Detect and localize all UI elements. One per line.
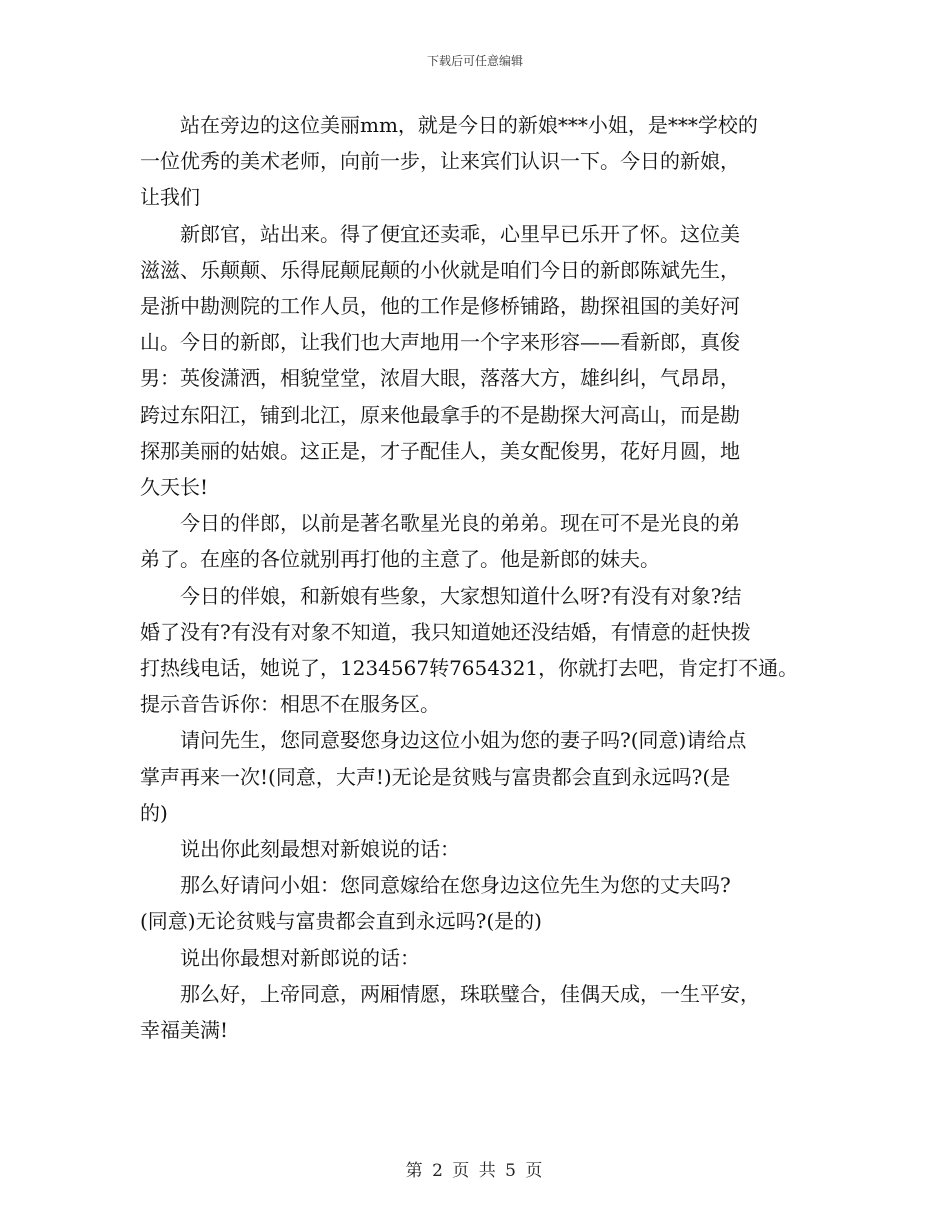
text-line: 男：英俊潇洒，相貌堂堂，浓眉大眼，落落大方，雄纠纠，气昂昂， [140,366,740,391]
text-line: 打热线电话，她说了，1234567转7654321，你就打去吧，肯定打不通。 [140,656,799,681]
paragraph-groom-vow [140,722,810,831]
text-line: 说出你此刻最想对新娘说的话： [180,837,460,862]
text-line: 久天长! [140,475,209,500]
text-line: 婚了没有?有没有对象不知道，我只知道她还没结婚，有情意的赶快拨 [140,619,751,644]
page-header: 下载后可任意编辑 [426,54,523,68]
text-line: 滋滋、乐颠颠、乐得屁颠屁颠的小伙就是咱们今日的新郎陈斌先生， [140,257,740,282]
text-line: 请问先生，您同意娶您身边这位小姐为您的妻子吗?(同意)请给点 [180,728,747,753]
text-line: (同意)无论贫贱与富贵都会直到永远吗?(是的) [140,909,542,934]
paragraph-groom-intro [140,216,810,506]
text-line: 新郎官，站出来。得了便宜还卖乖，心里早已乐开了怀。这位美 [180,221,740,246]
text-line: 今日的伴娘，和新娘有些象，大家想知道什么呀?有没有对象?结 [180,583,742,608]
paragraph-blessing [140,976,810,1048]
page-number: 第 2 页 共 5 页 [405,1161,545,1181]
text-line: 提示音告诉你：相思不在服务区。 [140,692,440,717]
text-line: 那么好请问小姐：您同意嫁给在您身边这位先生为您的丈夫吗? [180,873,731,898]
text-line: 跨过东阳江，铺到北江，原来他最拿手的不是勘探大河高山，而是勘 [140,402,740,427]
paragraph-words-to-bride [140,831,810,867]
text-line: 弟了。在座的各位就别再打他的主意了。他是新郎的妹夫。 [140,547,660,572]
text-line: 山。今日的新郎，让我们也大声地用一个字来形容——看新郎，真俊 [140,330,740,355]
text-line: 说出你最想对新郎说的话： [180,945,420,970]
text-line: 一位优秀的美术老师，向前一步，让来宾们认识一下。今日的新娘， [140,149,740,174]
text-line: 掌声再来一次!(同意，大声!)无论是贫贱与富贵都会直到永远吗?(是 [140,764,731,789]
paragraph-bridesmaid [140,578,810,723]
text-line: 是浙中勘测院的工作人员，他的工作是修桥铺路，勘探祖国的美好河 [140,294,740,319]
text-line: 幸福美满! [140,1018,229,1043]
paragraph-best-man [140,505,810,577]
text-line: 那么好，上帝同意，两厢情愿，珠联璧合，佳偶天成，一生平安， [180,981,760,1006]
text-line: 的) [140,800,168,825]
document-body [140,107,810,1048]
text-line: 今日的伴郎，以前是著名歌星光良的弟弟。现在可不是光良的弟 [180,511,740,536]
paragraph-bride-vow [140,867,810,939]
paragraph-bride-intro [140,107,810,216]
text-line: 探那美丽的姑娘。这正是，才子配佳人，美女配俊男，花好月圆，地 [140,438,740,463]
text-line: 站在旁边的这位美丽mm，就是今日的新娘***小姐，是***学校的 [180,113,758,137]
paragraph-words-to-groom [140,940,810,976]
text-line: 让我们 [140,185,200,210]
